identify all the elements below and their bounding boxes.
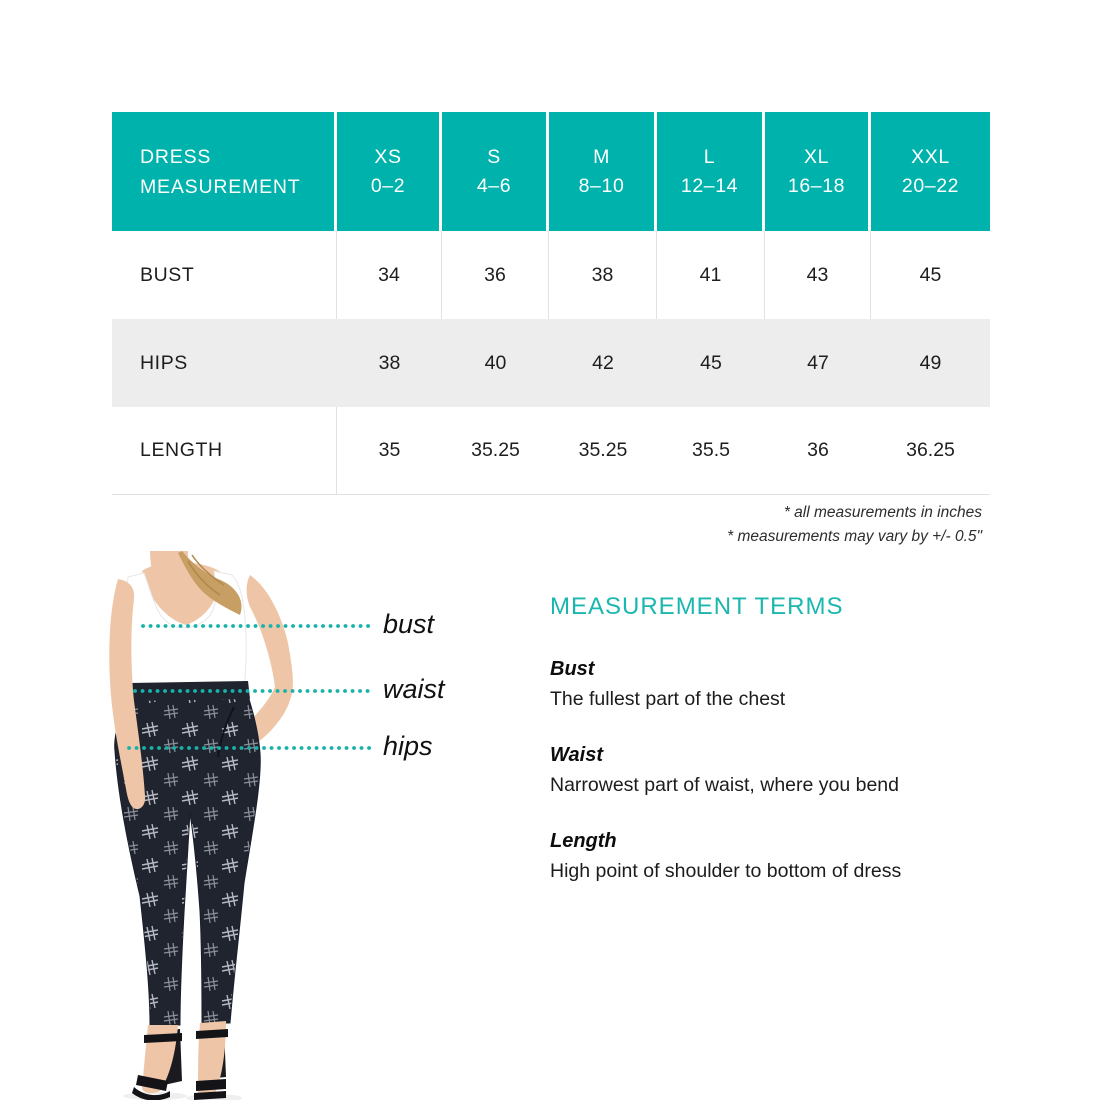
- term-definition: High point of shoulder to bottom of dress: [550, 860, 902, 882]
- cell-value: 35.25: [578, 439, 628, 461]
- waist-label: waist: [383, 674, 445, 704]
- cell-value: 49: [919, 351, 942, 374]
- size-label: M: [593, 145, 610, 168]
- term-name: Waist: [550, 744, 603, 766]
- header-cell-xl: [765, 112, 871, 231]
- terms-heading: MEASUREMENT TERMS: [550, 593, 844, 620]
- size-label: XS: [374, 145, 402, 168]
- term-item-length: [550, 829, 1030, 884]
- table-header-row: [112, 112, 990, 231]
- header-cell-xs: [337, 112, 442, 231]
- size-range: 8–10: [578, 174, 625, 197]
- table-row-bust: [112, 231, 990, 319]
- cell-value: 42: [592, 351, 614, 374]
- bust-line: [140, 622, 374, 630]
- size-label: S: [487, 145, 501, 168]
- size-range: 0–2: [370, 174, 406, 197]
- term-name: Bust: [550, 658, 595, 680]
- row-label: BUST: [112, 231, 337, 319]
- header-cell-s: [442, 112, 549, 231]
- hips-label: hips: [383, 731, 433, 761]
- cell-value: 36: [442, 231, 549, 319]
- terms-section: [550, 593, 1030, 915]
- cell-value: 45: [919, 263, 942, 286]
- left-shoe: [132, 1025, 182, 1100]
- cell-value: 36: [807, 439, 829, 461]
- header-cell-l: [657, 112, 765, 231]
- size-label: XL: [803, 145, 830, 168]
- header-cell-dress-measurement: [112, 112, 337, 231]
- table-footnotes: [727, 501, 982, 549]
- header-line2: MEASUREMENT: [140, 175, 301, 198]
- size-range: 4–6: [476, 174, 512, 197]
- cell-value: 41: [657, 231, 765, 319]
- cell-value: 45: [700, 351, 722, 374]
- cell-value: 43: [765, 231, 871, 319]
- cell-value: 35.5: [692, 439, 730, 461]
- footnote-variance: * measurements may vary by +/- 0.5": [727, 528, 982, 545]
- term-definition: Narrowest part of waist, where you bend: [550, 774, 900, 796]
- header-line1: DRESS: [140, 145, 212, 168]
- cell-value: 36.25: [906, 439, 955, 461]
- table-row-length: [112, 407, 990, 495]
- term-name: Length: [550, 830, 617, 852]
- size-label: L: [703, 145, 716, 168]
- cell-value: 40: [484, 351, 507, 374]
- header-cell-m: [549, 112, 657, 231]
- term-item-waist: [550, 743, 1030, 798]
- size-label: XXL: [911, 145, 950, 168]
- row-label: LENGTH: [112, 407, 337, 494]
- table-row-hips: [112, 319, 990, 407]
- cell-value: 38: [549, 231, 657, 319]
- footnote-inches: * all measurements in inches: [783, 504, 982, 521]
- cell-value: 35.25: [471, 439, 520, 461]
- row-label: HIPS: [140, 351, 188, 374]
- size-range: 16–18: [787, 174, 846, 197]
- term-item-bust: [550, 657, 1030, 712]
- waist-line: [132, 687, 374, 695]
- header-cell-xxl: [871, 112, 990, 231]
- size-range: 20–22: [901, 174, 960, 197]
- bust-label: bust: [383, 609, 435, 639]
- cell-value: 47: [807, 351, 829, 374]
- cell-value: 35: [378, 439, 401, 461]
- hips-line: [126, 744, 374, 752]
- cell-value: 34: [337, 231, 442, 319]
- size-table: [112, 112, 990, 495]
- right-shoe: [194, 1021, 228, 1100]
- size-range: 12–14: [680, 174, 739, 197]
- term-definition: The fullest part of the chest: [550, 688, 786, 710]
- cell-value: 38: [378, 351, 401, 374]
- model-photo: [100, 551, 355, 1100]
